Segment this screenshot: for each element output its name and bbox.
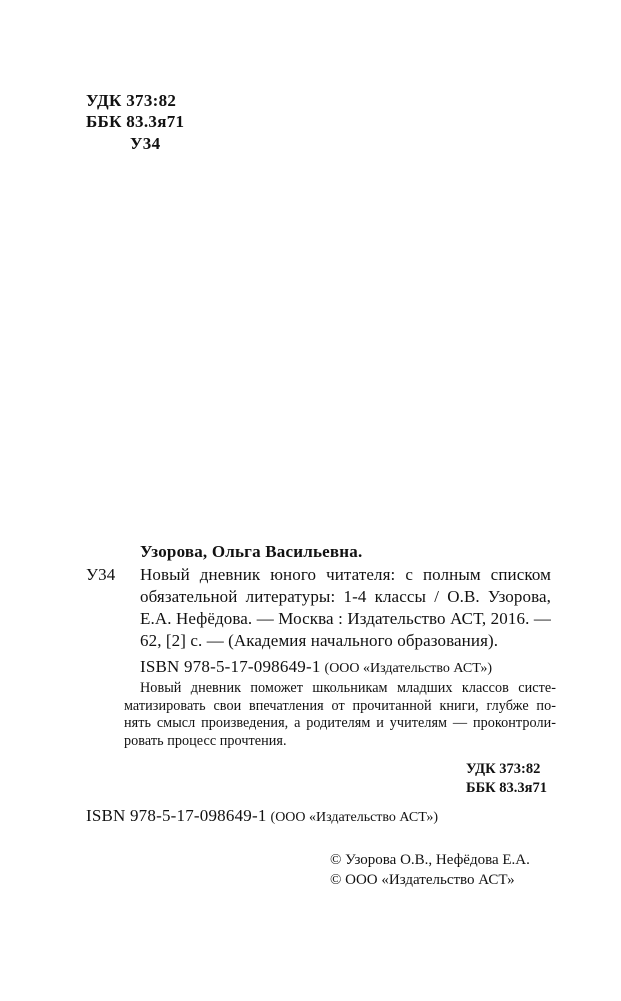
card-author: Узорова, Ольга Васильевна. xyxy=(140,542,363,561)
annotation-line: ровать процесс прочтения. xyxy=(124,732,287,749)
isbn-publisher: (ООО «Издательство АСТ») xyxy=(270,810,439,825)
top-udk-code: УДК 373:82 xyxy=(86,91,177,110)
copyright-publisher: © ООО «Издательство АСТ» xyxy=(330,872,515,888)
top-author-mark: У34 xyxy=(130,134,161,153)
card-classification-codes xyxy=(466,760,547,798)
card-isbn-publisher: (ООО «Издательство АСТ») xyxy=(324,661,493,676)
card-description-line: 62, [2] с. — (Академия начального образования). xyxy=(140,631,499,650)
isbn-number: ISBN 978-5-17-098649-1 xyxy=(86,806,267,825)
isbn-block xyxy=(86,806,438,826)
card-description-line: Е.А. Нефёдова. — Москва : Издательство АСТ, 2016. — xyxy=(140,609,551,628)
annotation-line: матизировать свои впечатления от прочитанной книги, глубже по- xyxy=(124,697,556,714)
card-description-line: обязательной литературы: 1-4 классы / О.В. Узорова, xyxy=(140,587,551,606)
top-bbk-code: ББК 83.3я71 xyxy=(86,112,185,131)
annotation-line: Новый дневник поможет школьникам младших классов систе- xyxy=(140,680,556,696)
card-description-line: Новый дневник юного читателя: с полным списком xyxy=(140,565,551,584)
card-description xyxy=(140,564,551,652)
card-udk-code: УДК 373:82 xyxy=(466,761,541,777)
annotation-line: нять смысл произведения, а родителям и учителям — проконтроли- xyxy=(124,715,556,731)
copyright-block xyxy=(330,850,530,890)
card-annotation xyxy=(124,680,556,750)
card-isbn-line xyxy=(140,657,492,677)
copyright-authors: © Узорова О.В., Нефёдова Е.А. xyxy=(330,852,530,868)
card-author-mark: У34 xyxy=(86,565,116,584)
card-isbn: ISBN 978-5-17-098649-1 xyxy=(140,657,321,676)
card-bbk-code: ББК 83.3я71 xyxy=(466,780,548,796)
